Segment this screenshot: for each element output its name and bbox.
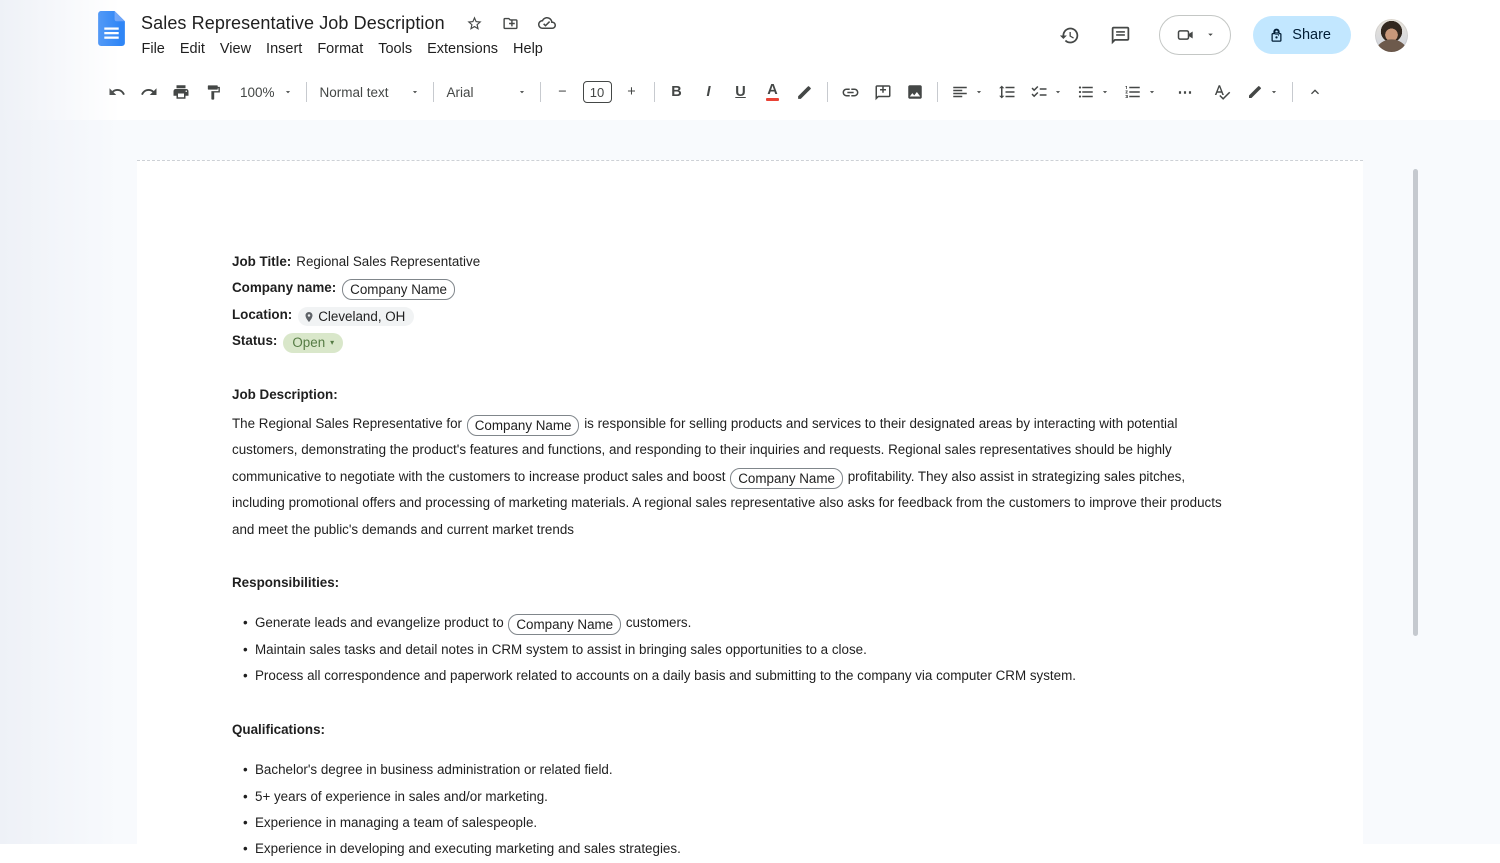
menu-tools[interactable]: Tools [378, 41, 413, 57]
bullet-item [232, 757, 1268, 783]
menu-help[interactable]: Help [513, 41, 543, 57]
chevron-down-icon [1147, 85, 1157, 100]
chevron-down-icon [1100, 85, 1110, 100]
line-spacing-button[interactable] [994, 78, 1020, 106]
bullet-text [255, 757, 613, 783]
text-run: profitability. They also assist in strategizing sales pitches, including promotional offers and processing of marketing materials. A regional sales representative also asks for feedback from the customers to improve their products and meet the public's demands and current market trends [232, 468, 1222, 537]
paragraph-style-select[interactable]: Normal text [316, 78, 424, 106]
chevron-down-icon [283, 85, 293, 100]
menubar [134, 37, 559, 61]
toolbar-divider [937, 82, 938, 102]
bullet-item [232, 836, 1268, 862]
field-line [232, 249, 1268, 275]
italic-button[interactable]: I [696, 78, 722, 106]
section-heading: Job Description: [232, 386, 338, 402]
company-name-chip[interactable]: Company Name [342, 279, 455, 300]
section-heading: Qualifications: [232, 721, 326, 737]
chevron-down-icon [1205, 28, 1216, 43]
version-history-icon[interactable] [1051, 17, 1088, 54]
chevron-down-icon [1053, 85, 1063, 100]
bold-button[interactable]: B [664, 78, 690, 106]
field-label: Status: [232, 333, 278, 349]
menu-format[interactable]: Format [317, 41, 364, 57]
menu-view[interactable]: View [219, 41, 252, 57]
print-button[interactable] [168, 78, 194, 106]
zoom-select[interactable]: 100% [236, 78, 297, 106]
text-run: The Regional Sales Representative for [232, 416, 466, 432]
google-docs-logo-icon[interactable] [98, 11, 125, 51]
topbar [0, 0, 1500, 70]
chevron-down-icon: ▾ [330, 338, 335, 348]
toolbar-divider [306, 82, 307, 102]
text-run: customers. [622, 615, 692, 631]
hide-menus-button[interactable] [1302, 78, 1328, 106]
bullet-item [232, 810, 1268, 836]
text-run: Experience in developing and executing marketing and sales strategies. [255, 841, 681, 857]
bullet-marker: • [243, 641, 248, 657]
text-run: is responsible for selling products and services to their designated areas by interacting with potential customers, demonstrating the product's features and functions, and responding to their inquiries and requests. Regional sales representatives should be highly communicative to negotiate with the customers to increase product sales and boost [232, 416, 1178, 484]
bullet-text [255, 784, 548, 810]
text-run: Maintain sales tasks and detail notes in CRM system to assist in bringing sales opportunities to a close. [255, 641, 867, 657]
company-name-chip[interactable]: Company Name [730, 468, 843, 489]
align-button[interactable] [947, 78, 988, 106]
share-button-label: Share [1292, 27, 1331, 43]
account-avatar[interactable] [1375, 19, 1408, 52]
bullet-marker: • [243, 788, 248, 804]
chevron-down-icon [517, 85, 527, 100]
menu-edit[interactable]: Edit [179, 41, 205, 57]
company-name-chip[interactable]: Company Name [508, 614, 621, 635]
menu-insert[interactable]: Insert [266, 41, 303, 57]
bullet-item [232, 637, 1268, 663]
field-line [232, 328, 1268, 354]
cloud-saved-icon[interactable] [535, 11, 559, 35]
chevron-down-icon [410, 85, 420, 100]
document-sections [232, 382, 1268, 863]
paint-format-button[interactable] [200, 78, 226, 106]
bullet-marker: • [243, 615, 248, 631]
bullet-text [255, 637, 867, 663]
bullet-item [232, 610, 1268, 636]
field-label: Location: [232, 306, 293, 322]
comments-icon[interactable] [1102, 17, 1139, 54]
field-lines [232, 249, 1268, 355]
text-run: 5+ years of experience in sales and/or marketing. [255, 788, 548, 804]
bullet-marker: • [243, 668, 248, 684]
bullet-marker: • [243, 841, 248, 857]
bullet-text [255, 610, 691, 636]
section-heading: Responsibilities: [232, 575, 340, 591]
toolbar-divider [1292, 82, 1293, 102]
increase-font-size-button[interactable]: + [619, 78, 645, 106]
field-line [232, 302, 1268, 328]
document-content [137, 161, 1363, 863]
document-page[interactable] [137, 160, 1363, 857]
add-comment-button[interactable] [870, 78, 896, 106]
body-paragraph [232, 411, 1240, 543]
bullet-text [255, 836, 681, 862]
bullet-text [255, 810, 537, 836]
decrease-font-size-button[interactable]: − [550, 78, 576, 106]
font-size-input[interactable]: 10 [583, 81, 612, 103]
undo-button[interactable] [104, 78, 130, 106]
more-options-button[interactable]: ⋯ [1173, 78, 1199, 106]
star-icon[interactable] [463, 12, 486, 35]
redo-button[interactable] [136, 78, 162, 106]
move-to-folder-icon[interactable] [499, 12, 522, 35]
document-title[interactable]: Sales Representative Job Description [141, 12, 445, 33]
text-color-swatch [766, 98, 779, 101]
vertical-scrollbar[interactable] [1413, 169, 1418, 636]
bullet-item [232, 784, 1268, 810]
checklist-button[interactable] [1026, 78, 1067, 106]
underline-button[interactable]: U [728, 78, 754, 106]
highlight-color-button[interactable] [792, 78, 818, 106]
field-label: Job Title: [232, 254, 292, 269]
text-run: Process all correspondence and paperwork related to accounts on a daily basis and submitting to the company via computer CRM system. [255, 668, 1076, 684]
insert-link-button[interactable] [837, 78, 864, 106]
formatting-toolbar [0, 70, 1500, 120]
location-pin-icon [303, 311, 315, 323]
bullet-list [232, 757, 1268, 863]
document-canvas [0, 120, 1500, 857]
toolbar-divider [827, 82, 828, 102]
text-run: Bachelor's degree in business administration or related field. [255, 762, 613, 778]
menu-extensions[interactable]: Extensions [427, 41, 499, 57]
bullet-marker: • [243, 762, 248, 778]
bulleted-list-button[interactable] [1073, 78, 1114, 106]
text-color-button[interactable]: A [760, 78, 786, 106]
company-name-chip[interactable]: Company Name [467, 415, 580, 436]
bullet-item [232, 663, 1268, 689]
menu-file[interactable]: File [141, 41, 165, 57]
video-camera-icon [1176, 25, 1196, 45]
text-run: Regional Sales Representative [296, 254, 481, 269]
field-label: Company name: [232, 280, 337, 296]
status-chip-label: Open [292, 335, 326, 351]
bullet-text [255, 663, 1076, 689]
numbered-list-button[interactable] [1120, 78, 1161, 106]
chevron-down-icon [974, 85, 984, 100]
lock-icon [1269, 28, 1284, 43]
status-dropdown-chip[interactable] [283, 333, 343, 353]
toolbar-divider [433, 82, 434, 102]
location-chip[interactable] [298, 307, 414, 327]
bullet-marker: • [243, 814, 248, 830]
bullet-list [232, 610, 1268, 689]
text-run: Generate leads and evangelize product to [255, 615, 508, 631]
editing-mode-button[interactable] [1243, 78, 1283, 106]
toolbar-divider [654, 82, 655, 102]
location-chip-label: Cleveland, OH [318, 308, 406, 324]
chevron-down-icon [1269, 85, 1279, 100]
insert-image-button[interactable] [902, 78, 928, 106]
join-call-button[interactable] [1159, 15, 1231, 55]
field-line [232, 275, 1268, 301]
toolbar-divider [540, 82, 541, 102]
text-run: Experience in managing a team of salespeople. [255, 814, 538, 830]
font-select[interactable]: Arial [443, 78, 531, 106]
spelling-grammar-button[interactable] [1209, 78, 1235, 106]
share-button[interactable] [1253, 16, 1351, 54]
